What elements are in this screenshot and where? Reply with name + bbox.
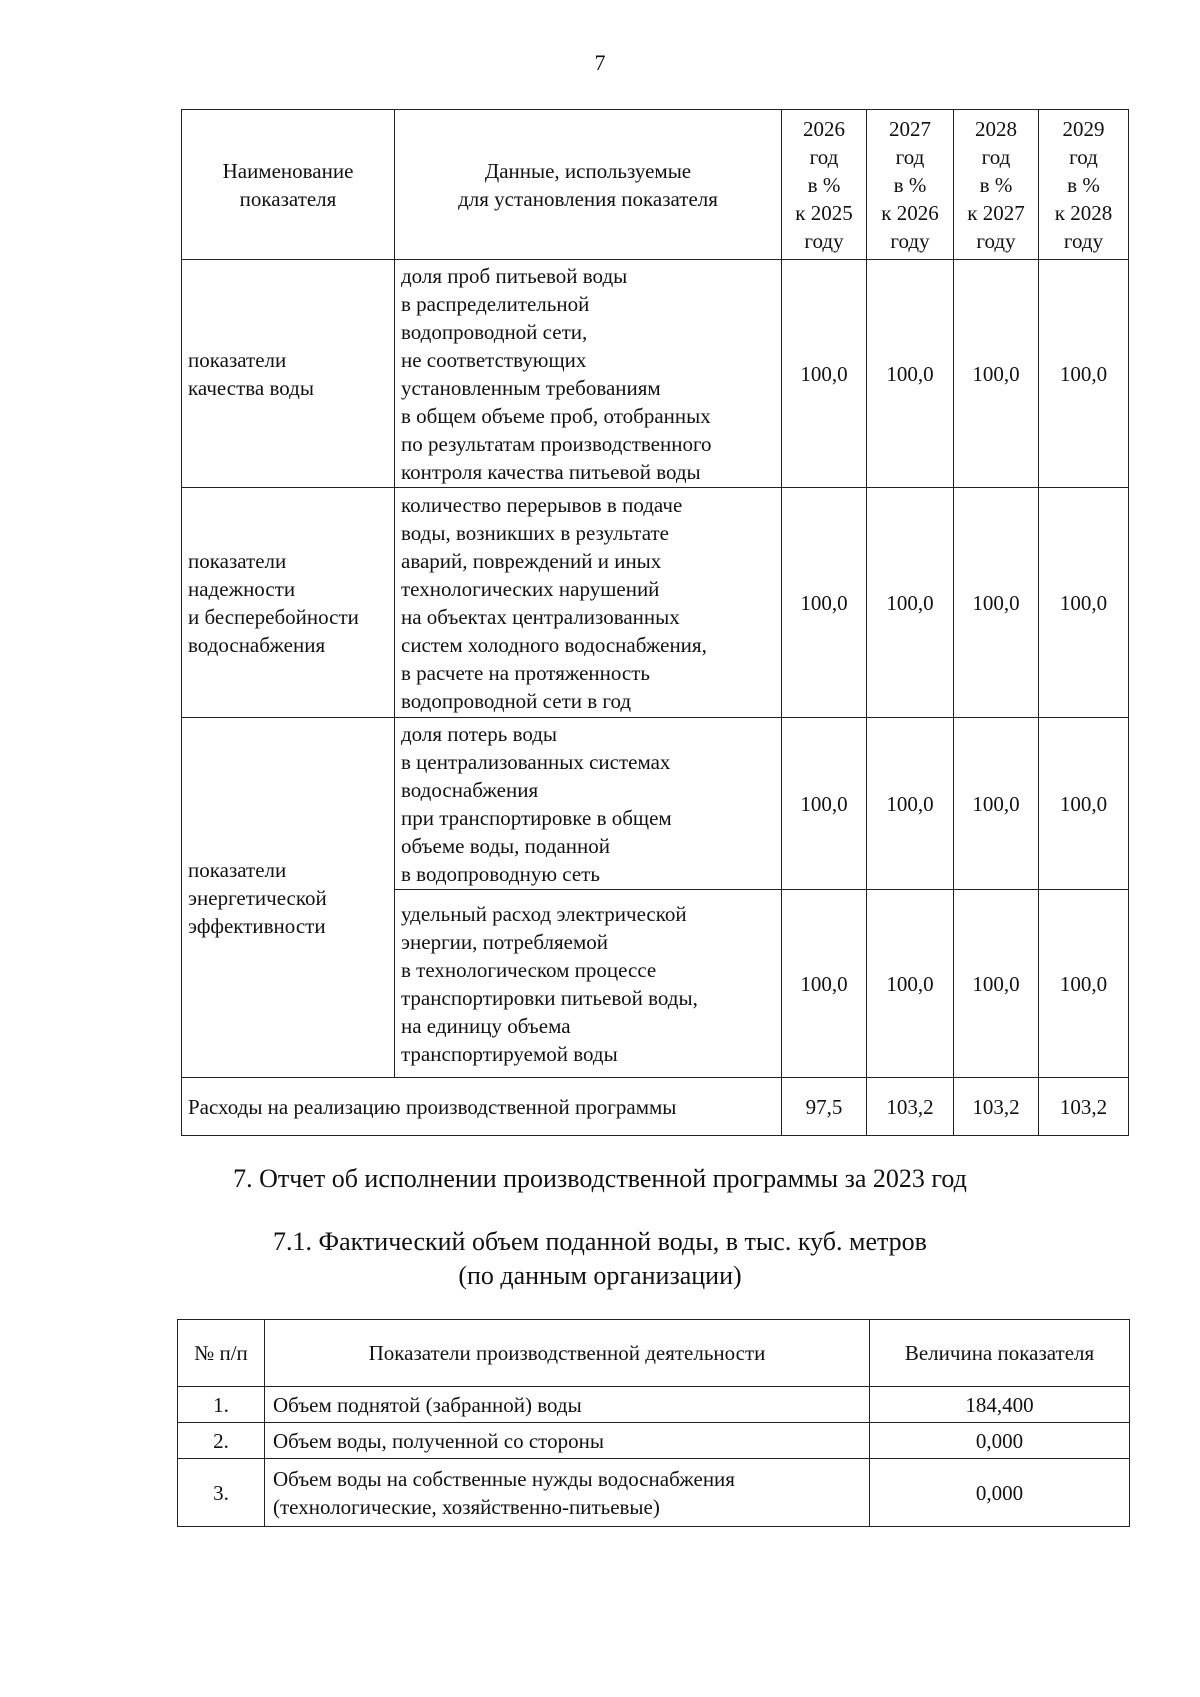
- row-indicator: Объем воды, полученной со стороны: [265, 1423, 870, 1459]
- indicators-header-row: [182, 110, 1129, 260]
- table-row: [178, 1387, 1130, 1423]
- expenses-value: 97,5: [782, 1078, 867, 1136]
- table-row: [182, 718, 1129, 890]
- row-indicator: Объем поднятой (забранной) воды: [265, 1387, 870, 1423]
- indicator-group-name: показатели надежности и бесперебойности водоснабжения: [182, 488, 395, 718]
- indicator-value: 100,0: [954, 488, 1039, 718]
- row-indicator: Объем воды на собственные нужды водоснабжения (технологические, хозяйственно-питьевые): [265, 1459, 870, 1527]
- indicator-value: 100,0: [1039, 890, 1129, 1078]
- table-row: [182, 260, 1129, 488]
- header-year-2026: 2026 год в % к 2025 году: [782, 110, 867, 260]
- header-indicator-data: Данные, используемые для установления показателя: [395, 110, 782, 260]
- page-number: 7: [594, 50, 606, 75]
- indicator-value: 100,0: [867, 718, 954, 890]
- indicator-value: 100,0: [954, 718, 1039, 890]
- table-row: [178, 1423, 1130, 1459]
- header-number: № п/п: [178, 1320, 265, 1387]
- indicator-value: 100,0: [782, 718, 867, 890]
- indicator-data-description: доля проб питьевой воды в распределительной водопроводной сети, не соответствующих установленным требованиям в общем объеме проб, отобранных по результатам производственного контроля качества питьевой воды: [395, 260, 782, 488]
- indicator-value: 100,0: [782, 260, 867, 488]
- indicator-group-name: показатели энергетической эффективности: [182, 718, 395, 1078]
- indicator-value: 100,0: [867, 890, 954, 1078]
- table-row: [178, 1459, 1130, 1527]
- table-row: [182, 488, 1129, 718]
- indicator-value: 100,0: [782, 890, 867, 1078]
- expenses-row: [182, 1078, 1129, 1136]
- header-indicator: Показатели производственной деятельности: [265, 1320, 870, 1387]
- expenses-value: 103,2: [954, 1078, 1039, 1136]
- subsection-title: 7.1. Фактический объем поданной воды, в тыс. куб. метров (по данным организации): [273, 1227, 927, 1290]
- row-number: 3.: [178, 1459, 265, 1527]
- indicator-data-description: доля потерь воды в централизованных системах водоснабжения при транспортировке в общем объеме воды, поданной в водопроводную сеть: [395, 718, 782, 890]
- indicator-value: 100,0: [867, 260, 954, 488]
- indicator-value: 100,0: [782, 488, 867, 718]
- water-volume-table: [177, 1319, 1130, 1527]
- row-value: 0,000: [870, 1459, 1130, 1527]
- water-table-header-row: [178, 1320, 1130, 1387]
- indicator-value: 100,0: [1039, 260, 1129, 488]
- row-value: 0,000: [870, 1423, 1130, 1459]
- indicator-value: 100,0: [954, 890, 1039, 1078]
- indicator-data-description: количество перерывов в подаче воды, возникших в результате аварий, повреждений и иных технологических нарушений на объектах централизованных систем холодного водоснабжения, в расчете на протяженность водопроводной сети в год: [395, 488, 782, 718]
- header-value: Величина показателя: [870, 1320, 1130, 1387]
- header-year-2029: 2029 год в % к 2028 году: [1039, 110, 1129, 260]
- indicator-value: 100,0: [954, 260, 1039, 488]
- header-indicator-name: Наименование показателя: [182, 110, 395, 260]
- row-value: 184,400: [870, 1387, 1130, 1423]
- indicator-data-description: удельный расход электрической энергии, потребляемой в технологическом процессе транспортировки питьевой воды, на единицу объема транспортируемой воды: [395, 890, 782, 1078]
- indicator-group-name: показатели качества воды: [182, 260, 395, 488]
- section-title: 7. Отчет об исполнении производственной программы за 2023 год: [233, 1164, 967, 1193]
- indicators-table: [181, 109, 1129, 1136]
- row-number: 1.: [178, 1387, 265, 1423]
- expenses-value: 103,2: [867, 1078, 954, 1136]
- header-year-2027: 2027 год в % к 2026 году: [867, 110, 954, 260]
- header-year-2028: 2028 год в % к 2027 году: [954, 110, 1039, 260]
- indicator-value: 100,0: [867, 488, 954, 718]
- expenses-label: Расходы на реализацию производственной программы: [182, 1078, 782, 1136]
- expenses-value: 103,2: [1039, 1078, 1129, 1136]
- indicator-value: 100,0: [1039, 488, 1129, 718]
- indicator-value: 100,0: [1039, 718, 1129, 890]
- row-number: 2.: [178, 1423, 265, 1459]
